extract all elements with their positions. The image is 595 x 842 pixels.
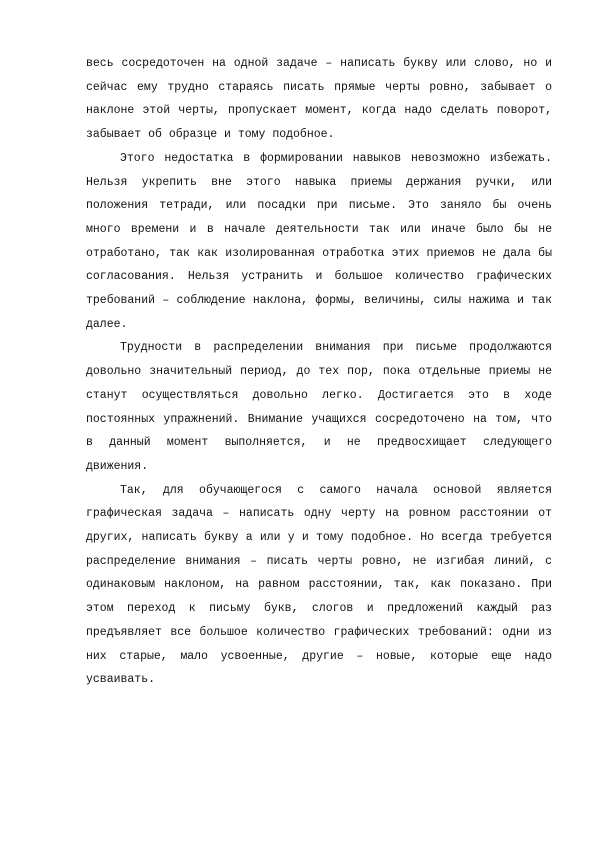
paragraph-4: Так, для обучающегося с самого начала основой является графическая задача – написать одну черту на ровном расстоянии от других, написать букву а или у и тому подобное. Но всегда требуется распределение внимания – писать черты ровно, не изгибая линий, с одинаковым наклоном, на равном расстоянии, так, как показано. При этом переход к письму букв, слогов и предложений каждый раз предъявляет все большое количество графических требований: одни из них старые, мало усвоенные, другие – новые, которые еще надо усваивать.	[86, 483, 552, 687]
document-page	[86, 52, 552, 692]
paragraph-3: Трудности в распределении внимания при письме продолжаются довольно значительный период, до тех пор, пока отдельные приемы не станут осуществляться довольно легко. Достигается это в ходе постоянных упражнений. Внимание учащихся сосредоточено на том, что в данный момент выполняется, и не предвосхищает следующего движения.	[86, 341, 552, 473]
paragraph-continuation: весь сосредоточен на одной задаче – написать букву или слово, но и сейчас ему трудно стараясь писать прямые черты ровно, забывает о наклоне этой черты, пропускает момент, когда надо сделать поворот, забывает об образце и тому подобное.	[86, 57, 552, 142]
paragraph-2: Этого недостатка в формировании навыков невозможно избежать. Нельзя укрепить вне этого навыка приемы держания ручки, или положения тетради, или посадки при письме. Это заняло бы очень много времени и в начале деятельности так или иначе было бы не отработано, так как изолированная отработка этих приемов не дала бы согласования. Нельзя устранить и большое количество графических требований – соблюдение наклона, формы, величины, силы нажима и так далее.	[86, 151, 552, 331]
